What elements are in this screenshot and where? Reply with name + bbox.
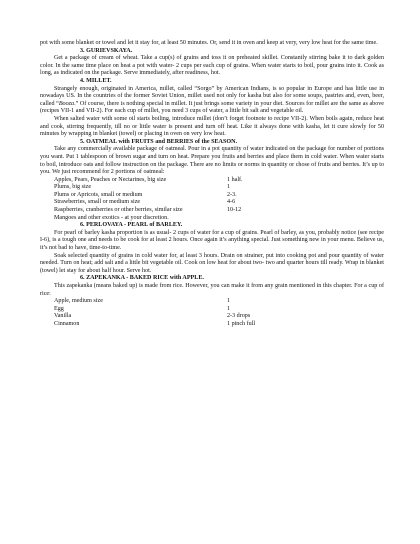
- document-page: [40, 40, 384, 329]
- item-name: Cinnamon: [54, 320, 80, 327]
- item-name: Apple, medium size: [54, 298, 103, 305]
- booza-italic: Booza: [58, 100, 75, 107]
- perlovaya-paragraph-1: For pearl of barley kasha proportion is as usual- 2 cups of water for a cup of grains. Pearl of barley, as you, probably notice (see recipe I-6), is a tough one and needs to be cook for at least 2 hours. Once again it’s anything special. Just something new in your menu. Believe us, it’s not bad to have, time-to-time.: [40, 229, 384, 252]
- item-qty: 2-3 drops: [227, 313, 251, 320]
- section-title-gurievskaya: 3. GURIEVSKAYA.: [80, 47, 133, 54]
- section-title-zapekanka: 6. ZAPEKANKA - BAKED RICE with APPLE.: [80, 275, 204, 282]
- list-item: [40, 306, 384, 314]
- item-name: Vanilla: [54, 313, 72, 320]
- list-item: [40, 199, 384, 207]
- list-item: [40, 177, 384, 185]
- perlovaya-paragraph-2: Soak selected quantity of grains in cold water for, at least 3 hours. Drain on strainer, put into cooking pot and pour quantity of water needed. Turn on heat; add salt and a little bit vegetable oil. Cook on low heat for about two- two and quarter hours till ready. Wrap in blanket (towel) let stay for about half hour. Serve hot.: [40, 252, 384, 274]
- section-title-perlovaya: 6. PERLOVAYA - PEARL of BARLEY.: [80, 222, 183, 229]
- millet-text-b: .” Of course, there is nothing special in millet. It just brings some variety in your diet. Sources for millet are the same as above (recipes VII-1 and VII-2). For each cup of millet, you need 3 cups of water, a little bit salt and vegetable oil.: [40, 100, 384, 115]
- item-name: Apples, Pears, Peaches or Nectarines, big size: [54, 176, 167, 183]
- item-name: Egg: [54, 305, 64, 312]
- item-name: Plums, big size: [54, 184, 92, 191]
- list-item: [40, 321, 384, 329]
- list-item: [40, 298, 384, 306]
- item-qty: 1: [227, 184, 231, 191]
- gurievskaya-paragraph: Get a package of cream of wheat. Take a cup(s) of grains and toss it on preheated skillet. Constantly stirring bake it to dark golden color. In the same time place on heat a pot with water- 2 cups per each cup of grains. When water starts to boil, pour grains into it. Cook as long, as indicated on the package. Serve immediately, after readiness, hot.: [40, 55, 384, 77]
- list-item: [40, 313, 384, 321]
- section-title-oatmeal: 5. OATMEAL with FRUITS and BERRIES of the SEASON.: [80, 138, 238, 145]
- millet-text-a: Strangely enough, originated in America, millet, called “Sorgo” by American Indians, is so popular in Europe and has little use in nowadays US. In the countries of the former Soviet Union, millet used not only for kasha but also for some soups, pastries and, even, beer, called “: [40, 85, 384, 107]
- intro-paragraph: pot with some blanket or towel and let it stay for, at least 50 minutes. Or, send it in oven and keep at very, very low heat for the same time.: [40, 40, 378, 46]
- item-qty: 4-6: [227, 199, 236, 206]
- section-title-millet: 4. MILLET.: [80, 77, 112, 84]
- oatmeal-tail: Mangoes and other exotics - at your discretion.: [54, 214, 169, 221]
- oatmeal-fruit-list: [40, 177, 384, 215]
- list-item: [40, 192, 384, 200]
- millet-paragraph-2: When salted water with some oil starts boiling, introduce millet (don’t forget footnote to recipe VII-2). When boils again, reduce heat and cook, stirring frequently, till no or little water is present and turn off heat. Like it always done with kasha, let it cure slowly for 50 minutes by wrapping in blanket (towel) or placing in oven on very low heat.: [40, 115, 384, 138]
- list-item: [40, 184, 384, 192]
- item-name: Raspberries, cranberries or other berries, similar size: [54, 207, 183, 214]
- item-qty: 1 pinch full: [227, 320, 256, 327]
- item-qty: 1: [227, 298, 231, 305]
- item-name: Plums or Apricots, small or medium: [54, 191, 143, 198]
- item-qty: 10-12: [227, 207, 242, 214]
- list-item: [40, 207, 384, 215]
- zapekanka-ingredient-list: [40, 298, 384, 328]
- item-qty: 1: [227, 305, 231, 312]
- millet-paragraph-1: [40, 86, 384, 116]
- item-name: Strawberries, small or medium size: [54, 199, 141, 206]
- zapekanka-paragraph: This zapekanka (means baked up) is made from rice. However, you can make it from any grain mentioned in this chapter. For a cup of rice:: [40, 283, 384, 297]
- item-qty: 1 half.: [227, 176, 243, 183]
- oatmeal-paragraph: Take any commercially available package of oatmeal. Pour in a pot quantity of water indicated on the package for number of portions you want. Put 1 tablespoon of brown sugar and turn on heat. Prepare you fruits and berries and place them in cold water. When water starts to boil, introduce oats and follow instruction on the package. There are no limits or norms in quantity or chose of fruits and berries. It’s up to you. We just recommend for 2 portions of oatmeal:: [40, 146, 384, 176]
- item-qty: 2-3.: [227, 191, 237, 198]
